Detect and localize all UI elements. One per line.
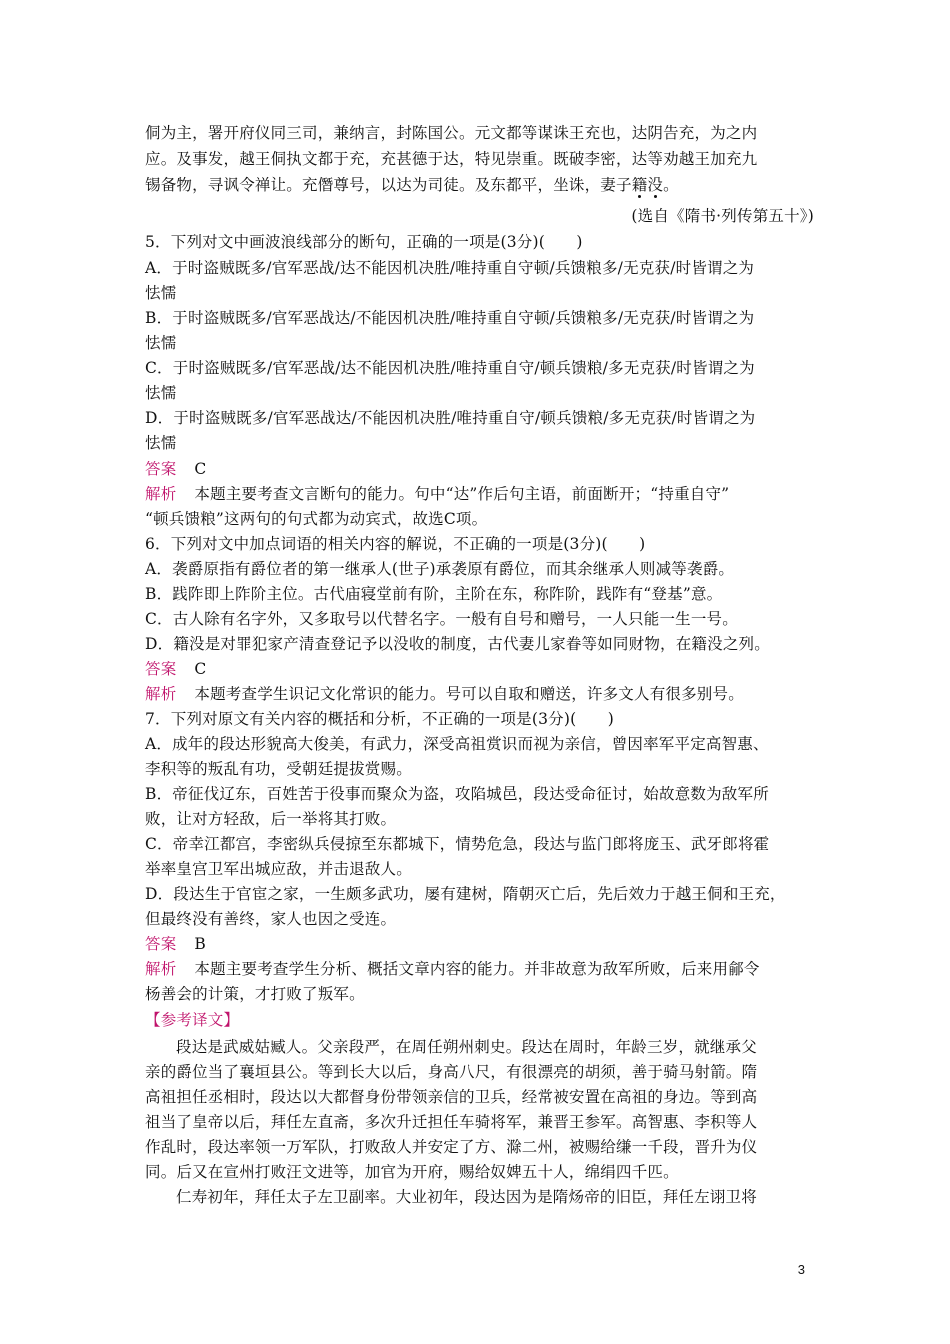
translation-line: 作乱时，段达率领一万军队，打败敌人并安定了方、滁二州，被赐给缣一千段，晋升为仪 (145, 1138, 758, 1156)
answer-value: B (194, 935, 206, 953)
option-b-cont: 败，让对方轻敌，后一举将其打败。 (145, 810, 397, 828)
question-5-stem: 5．下列对文中画波浪线部分的断句，正确的一项是(3分)( ) (145, 233, 583, 251)
question-7-stem: 7．下列对原文有关内容的概括和分析，不正确的一项是(3分)( ) (145, 710, 615, 728)
option-d: D．于时盗贼既多/官军恶战达/不能因机决胜/唯持重自守/顿兵馈粮/多无克获/时皆谓之为 (145, 409, 756, 427)
page-number: 3 (797, 1262, 805, 1277)
option-a-cont: 李积等的叛乱有功，受朝廷提拔赏赐。 (145, 760, 412, 778)
answer-line (145, 933, 815, 955)
option-b: B．于时盗贼既多/官军恶战达/不能因机决胜/唯持重自守顿/兵馈粮多/无克获/时皆谓之为 (145, 309, 755, 327)
option-b: B．践阼即上阼阶主位。古代庙寝堂前有阶，主阶在东，称阼阶，践阼有“登基”意。 (145, 585, 723, 603)
analysis-line: “顿兵馈粮”这两句的句式都为动宾式，故选C项。 (145, 510, 488, 528)
translation-line: 高祖担任丞相时，段达以大都督身份带领亲信的卫兵，经常被安置在高祖的身边。等到高 (145, 1088, 758, 1106)
analysis-line: 解析 本题考查学生识记文化常识的能力。号可以自取和赠送，许多文人有很多别号。 (145, 685, 744, 703)
option-d-cont: 但最终没有善终，家人也因之受连。 (145, 910, 397, 928)
option-d: D．段达生于官宦之家，一生颇多武功，屡有建树，隋朝灭亡后，先后效力于越王侗和王充， (145, 885, 786, 903)
option-c-cont: 怯懦 (145, 384, 177, 402)
translation-line: 同。后又在宣州打败汪文进等，加官为开府，赐给奴婢五十人，绵绢四千匹。 (145, 1163, 679, 1181)
option-c: C．于时盗贼既多/官军恶战/达不能因机决胜/唯持重自守/顿兵馈粮/多无克获/时皆谓之为 (145, 359, 755, 377)
answer-label: 答案 (145, 460, 177, 478)
translation-line: 段达是武威姑臧人。父亲段严，在周任朔州刺史。段达在周时，年龄三岁，就继承父 (176, 1038, 757, 1056)
analysis-label: 解析 (145, 485, 177, 503)
option-a: A．袭爵原指有爵位者的第一继承人(世子)承袭原有爵位，而其余继承人则减等袭爵。 (145, 560, 735, 578)
option-b: B．帝征伐辽东，百姓苦于役事而聚众为盗，攻陷城邑，段达受命征讨，始故意数为敌军所 (145, 785, 769, 803)
translation-line: 亲的爵位当了襄垣县公。等到长大以后，身高八尺，有很漂亮的胡须，善于骑马射箭。隋 (145, 1063, 758, 1081)
source-citation: (选自《隋书·列传第五十》) (631, 207, 814, 225)
analysis-label: 解析 (145, 685, 177, 703)
passage-line: 锡备物，寻讽令禅让。充僭尊号，以达为司徒。及东都平，坐诛，妻子籍没。 (145, 176, 679, 194)
analysis-line: 杨善会的计策，才打败了叛军。 (145, 985, 365, 1003)
passage-line: 应。及事发，越王侗执文都于充，充甚德于达，特见崇重。既破李密，达等劝越王加充九 (145, 150, 758, 168)
option-b-cont: 怯懦 (145, 334, 177, 352)
passage-line: 侗为主，署开府仪同三司，兼纳言，封陈国公。元文都等谋诛王充也，达阴告充，为之内 (145, 124, 758, 142)
answer-line (145, 658, 815, 680)
option-c-cont: 举率皇宫卫军出城应敌，并击退敌人。 (145, 860, 412, 878)
dotted-char: 籍 (631, 176, 648, 194)
option-d: D．籍没是对罪犯家产清查登记予以没收的制度，古代妻儿家眷等如同财物，在籍没之列。 (145, 635, 770, 653)
answer-value: C (194, 660, 207, 678)
option-a: A．于时盗贼既多/官军恶战/达不能因机决胜/唯持重自守顿/兵馈粮多/无克获/时皆谓之为 (145, 259, 755, 277)
question-6-stem: 6．下列对文中加点词语的相关内容的解说，不正确的一项是(3分)( ) (145, 535, 646, 553)
option-a-cont: 怯懦 (145, 284, 177, 302)
translation-line: 祖当了皇帝以后，拜任左直斋，多次升迁担任车骑将军，兼晋王参军。高智惠、李积等人 (145, 1113, 758, 1131)
analysis-label: 解析 (145, 960, 177, 978)
option-a: A．成年的段达形貌高大俊美，有武力，深受高祖赏识而视为亲信，曾因率军平定高智惠、 (145, 735, 769, 753)
answer-label: 答案 (145, 660, 177, 678)
option-d-cont: 怯懦 (145, 434, 177, 452)
answer-value: C (194, 460, 207, 478)
translation-line: 仁寿初年，拜任太子左卫副率。大业初年，段达因为是隋炀帝的旧臣，拜任左诩卫将 (176, 1188, 757, 1206)
option-c: C．帝幸江都宫，李密纵兵侵掠至东都城下，情势危急，段达与监门郎将庞玉、武牙郎将霍 (145, 835, 770, 853)
answer-label: 答案 (145, 935, 177, 953)
dotted-char: 没 (647, 176, 664, 194)
translation-label: 【参考译文】 (145, 1011, 240, 1029)
option-c: C．古人除有名字外，又多取号以代替名字。一般有自号和赠号，一人只能一生一号。 (145, 610, 738, 628)
analysis-line: 解析 本题主要考查文言断句的能力。句中“达”作后句主语，前面断开；“持重自守” (145, 485, 730, 503)
answer-line (145, 458, 815, 480)
analysis-line: 解析 本题主要考查学生分析、概括文章内容的能力。并非故意为敌军所败，后来用鄃令 (145, 960, 760, 978)
